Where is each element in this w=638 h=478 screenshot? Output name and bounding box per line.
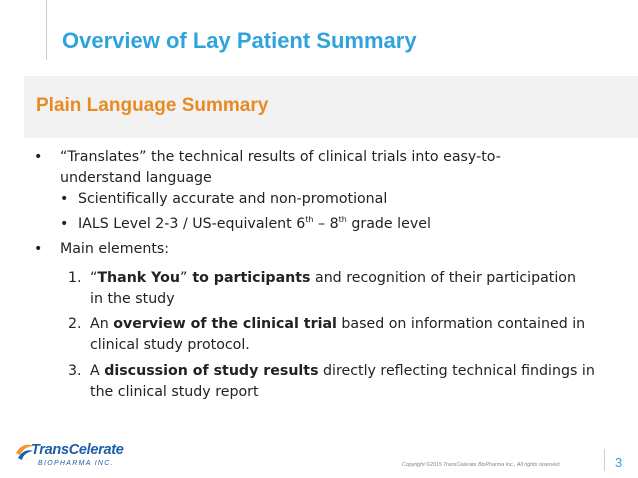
bullet-translates-line1: “Translates” the technical results of clinical trials into easy-to- xyxy=(60,149,501,165)
superscript-th: th xyxy=(338,215,347,224)
emphasis-thank-you: Thank You xyxy=(97,270,181,286)
footer-divider xyxy=(604,449,605,471)
superscript-th: th xyxy=(305,215,314,224)
logo-subtext: BIOPHARMA INC. xyxy=(38,460,114,467)
item-text: based on information contained in xyxy=(336,316,586,332)
sub-bullet-ials-level xyxy=(78,214,431,235)
item-text: and recognition of their participation xyxy=(310,270,576,286)
bullet-translates-line2: understand language xyxy=(60,170,212,186)
sub-bullet-marker: • xyxy=(60,216,69,232)
numbered-item-discussion-line2: the clinical study report xyxy=(90,384,259,400)
numbered-item-thank-you xyxy=(90,268,576,289)
numbered-item-discussion xyxy=(90,361,595,382)
sub-bullet-marker: • xyxy=(60,191,69,207)
ials-text-c: grade level xyxy=(346,216,431,232)
numbered-item-overview-line2: clinical study protocol. xyxy=(90,337,250,353)
list-number: 3. xyxy=(68,363,82,379)
numbered-item-thank-you-line2: in the study xyxy=(90,291,175,307)
slide-subtitle: Plain Language Summary xyxy=(36,95,269,116)
item-text: An xyxy=(90,316,114,332)
copyright-notice: Copyright ©2015 TransCelerate BioPharma Inc., All rights reserved. xyxy=(402,462,561,468)
bullet-main-elements: Main elements: xyxy=(60,241,170,257)
emphasis-discussion: discussion of study results xyxy=(104,363,319,379)
emphasis-overview: overview of the clinical trial xyxy=(113,316,337,332)
bullet-marker: • xyxy=(34,241,43,257)
page-number: 3 xyxy=(615,455,623,470)
sub-bullet-accurate: Scientifically accurate and non-promotional xyxy=(78,191,388,207)
item-text: A xyxy=(90,363,105,379)
logo-wordmark: TransCelerate xyxy=(31,442,124,458)
title-divider xyxy=(46,0,47,60)
emphasis-to-participants: to participants xyxy=(187,270,311,286)
list-number: 1. xyxy=(68,270,82,286)
quote-close: ” xyxy=(180,270,188,286)
ials-text-a: IALS Level 2-3 / US-equivalent 6 xyxy=(78,216,306,232)
slide-title: Overview of Lay Patient Summary xyxy=(62,28,417,53)
quote-open: “ xyxy=(90,270,98,286)
numbered-item-overview xyxy=(90,314,585,335)
item-text: directly reflecting technical findings in xyxy=(318,363,595,379)
list-number: 2. xyxy=(68,316,82,332)
ials-text-b: – 8 xyxy=(313,216,339,232)
bullet-marker: • xyxy=(34,149,43,165)
